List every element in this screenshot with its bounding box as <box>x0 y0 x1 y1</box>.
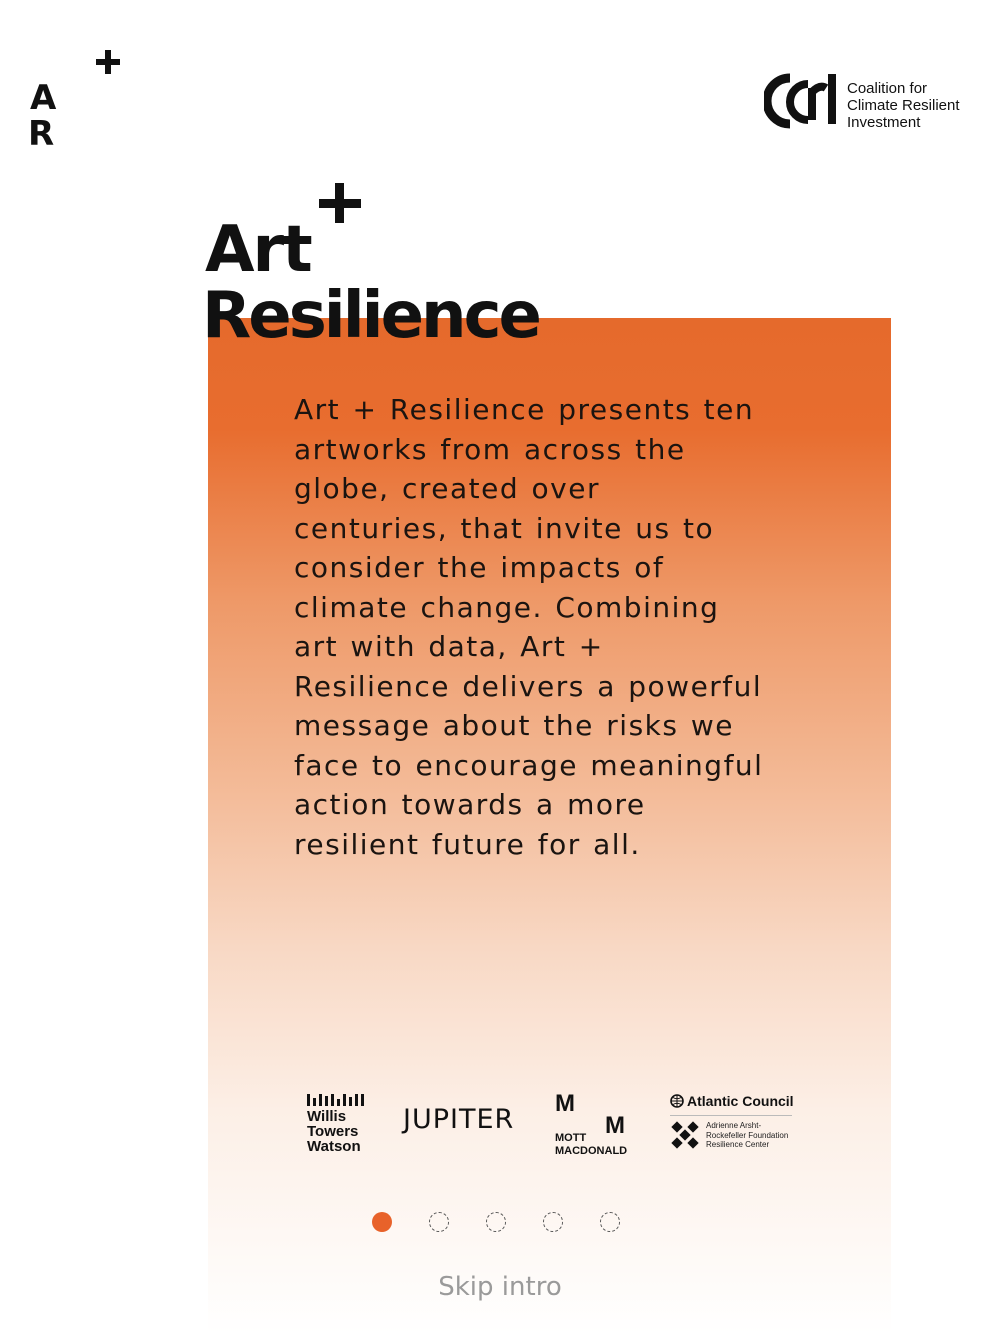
ccri-line-2: Climate Resilient <box>847 97 960 114</box>
ccri-mark-icon <box>764 70 840 130</box>
page-dot-3[interactable] <box>486 1212 506 1232</box>
mott-m-top: M <box>555 1090 575 1117</box>
arsht-line-1: Adrienne Arsht- <box>706 1121 762 1130</box>
atlantic-council-logo <box>670 1093 800 1150</box>
logo-letter-a: A <box>30 78 57 118</box>
logo-letter-r: R <box>28 114 55 154</box>
page-title-line-2: Resilience <box>202 279 539 353</box>
wtw-bars-icon <box>307 1092 364 1106</box>
jupiter-logo: JUPITER <box>403 1104 515 1135</box>
arsht-line-3: Resilience Center <box>706 1140 770 1149</box>
pagination-dots <box>372 1212 620 1232</box>
arsht-mark-icon <box>670 1121 700 1149</box>
arsht-line-2: Rockefeller Foundation <box>706 1130 789 1140</box>
wtw-line-3: Watson <box>307 1138 361 1155</box>
mott-m-bottom: M <box>605 1112 625 1139</box>
page-title-line-1: Art <box>205 213 311 287</box>
globe-icon <box>670 1094 684 1108</box>
wtw-line-2: Towers <box>307 1123 359 1140</box>
app-logo <box>0 0 140 160</box>
wtw-line-1: Willis <box>307 1108 347 1125</box>
page-dot-4[interactable] <box>543 1212 563 1232</box>
ccri-logo <box>764 70 979 132</box>
page-dot-5[interactable] <box>600 1212 620 1232</box>
wtw-logo <box>307 1092 364 1154</box>
atlantic-divider <box>670 1115 792 1116</box>
skip-intro-link[interactable]: Skip intro <box>438 1272 562 1302</box>
mott-line-1: MOTT <box>555 1132 587 1144</box>
ccri-line-3: Investment <box>847 114 921 131</box>
ccri-line-1: Coalition for <box>847 80 928 97</box>
mott-line-2: MACDONALD <box>555 1145 628 1157</box>
mott-macdonald-logo <box>555 1090 635 1160</box>
page-dot-2[interactable] <box>429 1212 449 1232</box>
title-plus-icon <box>319 183 361 223</box>
plus-icon <box>96 50 120 74</box>
atlantic-council-name: Atlantic Council <box>687 1093 794 1109</box>
page-dot-1[interactable] <box>372 1212 392 1232</box>
intro-paragraph: Art + Resilience presents ten artworks from across the globe, created over centuries, that invite us to consider the impacts of climate change. Combining art with data, Art + Resilience delivers a powerful message about the risks we face to encourage meaningful action towards a more resilient future for all. <box>294 393 764 861</box>
